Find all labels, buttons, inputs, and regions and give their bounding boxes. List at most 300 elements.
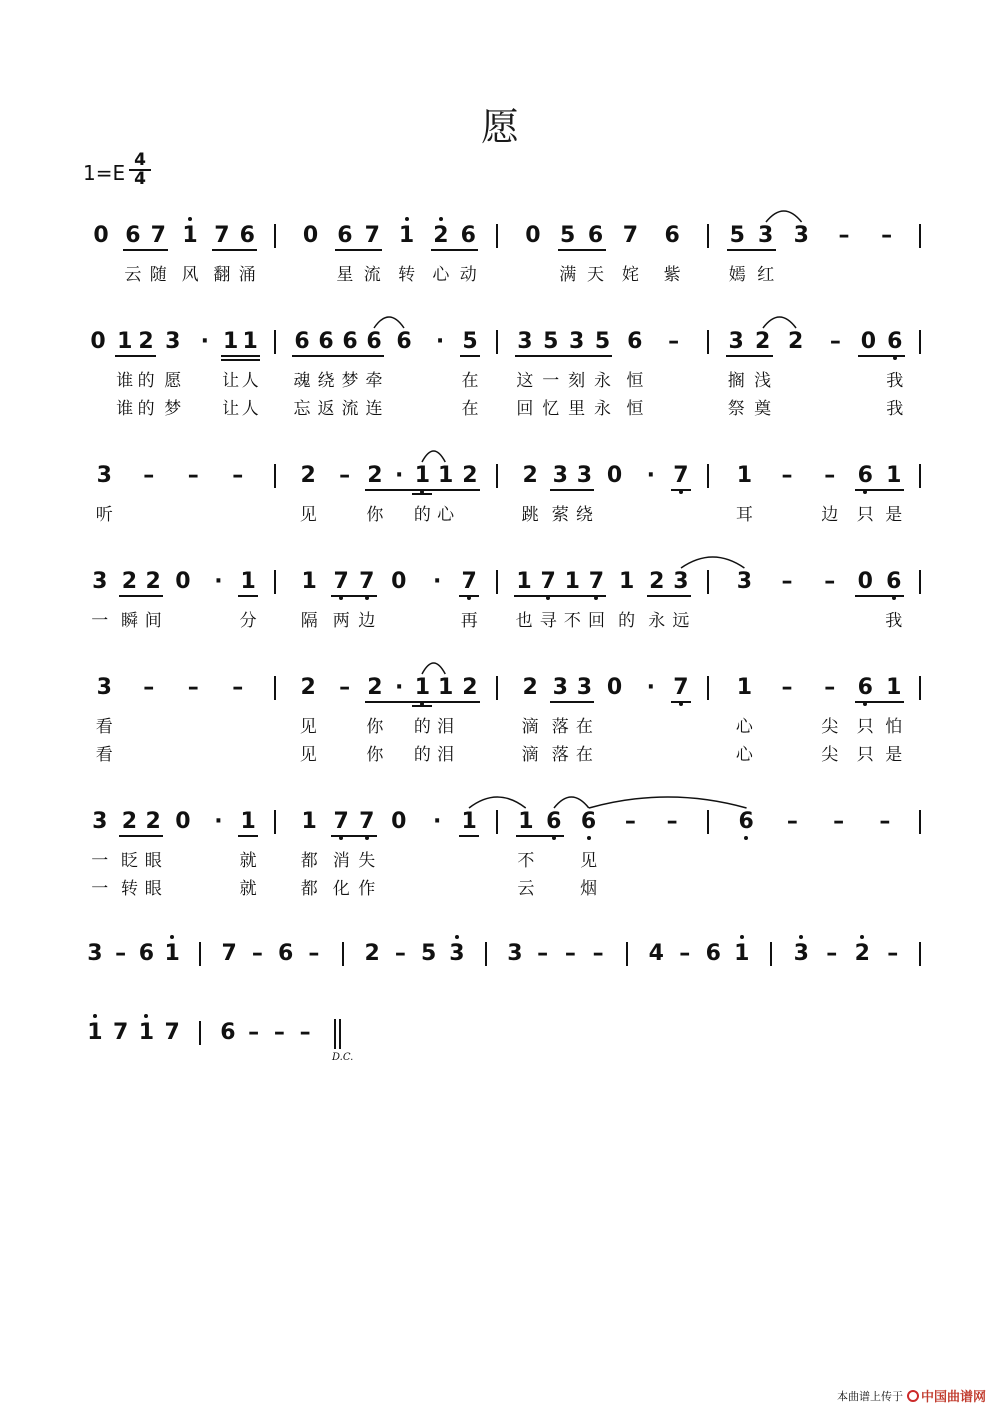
lyric-syllable: 间 [144,611,162,631]
time-signature [129,152,151,188]
site-logo [907,1386,986,1405]
note: 6 [294,329,310,354]
lyric-syllable: 祭 [727,399,745,419]
note: 1 [731,942,753,966]
lyric-syllable: 奠 [754,399,772,419]
beam-underline [727,249,775,251]
note: 1 [161,942,183,966]
beam-underline [119,595,163,597]
hold-dash: – [666,809,678,834]
lyric-syllable: 刻 [568,371,586,391]
site-logo-mark [907,1390,919,1402]
lyric-syllable: 耳 [735,505,753,525]
note: 2 [367,675,383,700]
note: 3 [790,942,812,966]
lyric-syllable: 见 [299,717,317,737]
note: 3 [736,569,752,594]
note: 6 [578,810,600,834]
octave-dot [744,836,748,840]
tie-slur [587,790,749,812]
hold-dash: – [879,809,891,834]
lyric-syllable: 转 [120,879,138,899]
note: 4 [648,941,664,966]
note: 3 [92,809,108,834]
note: 0 [391,569,407,594]
lyric-syllable: 紫 [663,265,681,285]
lyric-syllable: 涌 [238,265,256,285]
note: 1 [516,569,532,594]
beam-underline [238,595,258,597]
note: 6 [396,329,412,354]
lyric-syllable: 尖 [821,717,839,737]
lyric-syllable: 天 [587,265,605,285]
lyric-syllable: 都 [300,879,318,899]
note: 2 [145,569,161,594]
time-signature-denominator: 4 [129,169,151,188]
note: 2 [430,224,452,248]
note: 1 [301,809,317,834]
hold-dash: – [273,1020,285,1045]
lyric-syllable: 你 [366,745,384,765]
barline [770,942,772,966]
octave-dot [740,935,744,939]
lyric-syllable: 绕 [575,505,593,525]
note: 5 [462,329,478,354]
note: 0 [175,809,191,834]
note: 5 [560,223,576,248]
score-row [0,464,1000,564]
note: 2 [121,569,138,594]
beam-underline [365,701,480,703]
barline [274,224,276,248]
lyric-syllable: 我 [886,399,904,419]
note: 3 [793,223,809,248]
note: 7 [164,1020,180,1045]
score-row [0,330,1000,430]
note: 1 [886,675,902,700]
lyric-syllable: 永 [594,399,611,419]
note: 7 [537,570,559,594]
barline [496,330,498,354]
note: 2 [462,675,478,700]
lyric-syllable: 姹 [621,265,639,285]
lyric-syllable: 分 [239,611,257,631]
measure [0,676,1000,700]
note: 6 [138,941,155,966]
footer [837,1386,986,1405]
lyric-syllable: 梦 [164,399,182,419]
dot-extension: · [433,569,442,594]
barline [919,810,921,834]
beam-underline [238,835,258,837]
beam-underline [558,249,606,251]
lyric-syllable: 永 [648,611,666,631]
hold-dash: – [564,941,576,966]
lyric-syllable: 的 [137,399,155,419]
lyric-syllable: 见 [580,851,598,871]
note: 1 [242,329,258,354]
measure [0,224,1000,248]
lyric-syllable: 你 [366,505,384,525]
lyric-syllable: 在 [461,371,479,391]
hold-dash: – [251,941,263,966]
note: 6 [664,223,680,248]
barline [707,464,709,488]
note: 6 [627,329,643,354]
lyric-syllable: 在 [461,399,479,419]
lyric-syllable: 在 [575,745,593,765]
score-row [0,676,1000,776]
barline [274,464,276,488]
hold-dash: – [781,675,793,700]
lyric-syllable: 谁 [116,399,134,419]
lyric-syllable: 眼 [144,851,162,871]
barline [707,570,709,594]
note: 2 [754,329,771,354]
note: 7 [330,810,352,834]
barline [342,942,344,966]
note: 5 [543,329,559,354]
measure [0,330,1000,354]
lyric-syllable: 边 [821,505,839,525]
barline [626,942,628,966]
tie-slur [552,790,591,812]
note: 6 [337,223,353,248]
beam-underline [515,355,613,357]
note: 2 [522,463,538,488]
note: 7 [330,570,352,594]
time-signature-numerator: 4 [134,150,146,170]
lyric-syllable: 落 [551,717,569,737]
beam-underline [550,701,594,703]
barline [496,810,498,834]
lyric-syllable: 跳 [521,505,539,525]
lyric-syllable: 你 [366,717,384,737]
lyric-syllable: 恒 [626,399,644,419]
dot-extension: · [214,569,223,594]
note: 0 [175,569,191,594]
beam-underline [431,249,478,251]
tie-slur [764,204,804,226]
beam-underline [459,835,479,837]
hold-dash: – [187,463,199,488]
barline [199,942,201,966]
lyric-syllable: 滴 [521,717,539,737]
beam-underline [855,489,903,491]
beam-underline [115,355,156,357]
lyric-syllable: 滴 [521,745,539,765]
octave-dot [405,217,409,221]
hold-dash: – [824,675,836,700]
lyric-syllable: 泪 [437,745,455,765]
note: 6 [705,941,721,966]
hold-dash: – [248,1020,260,1045]
hold-dash: – [679,941,691,966]
note: 2 [145,809,161,834]
hold-dash: – [824,569,836,594]
barline [274,676,276,700]
note: 1 [736,463,752,488]
note: 0 [90,329,106,354]
octave-dot [587,836,591,840]
lyric-syllable: 在 [575,717,593,737]
beam-underline [412,493,432,495]
note: 6 [735,810,757,834]
measure [0,942,1000,966]
hold-dash: – [143,675,155,700]
score-row [0,810,1000,910]
lyric-syllable: 一 [542,371,560,391]
note: 3 [87,941,103,966]
note: 6 [220,1020,236,1045]
lyric-syllable: 恒 [626,371,644,391]
site-logo-text: 中国曲谱网 [920,1390,986,1405]
hold-dash: – [592,941,604,966]
lyric-syllable: 的 [413,745,431,765]
hold-dash: – [232,675,244,700]
note: 2 [138,329,154,354]
beam-underline [119,835,163,837]
note: 1 [437,463,454,488]
note: 6 [854,676,876,700]
final-barline [334,1019,336,1049]
note: 3 [92,569,108,594]
lyric-syllable: 人 [241,371,259,391]
lyric-syllable: 作 [358,879,376,899]
note: 6 [318,329,334,354]
note: 1 [240,809,256,834]
hold-dash: – [394,941,406,966]
note: 7 [150,223,166,248]
beam-underline [460,355,480,357]
lyric-syllable: 心 [735,745,753,765]
lyric-syllable: 我 [885,611,903,631]
note: 1 [518,809,534,834]
lyric-syllable: 只 [856,505,874,525]
hold-dash: – [537,941,549,966]
note: 3 [576,675,593,700]
beam-underline [331,595,377,597]
note: 1 [411,464,433,488]
hold-dash: – [339,675,351,700]
lyric-syllable: 回 [587,611,605,631]
note: 3 [673,569,689,594]
note: 1 [886,463,902,488]
note: 3 [728,329,744,354]
lyric-syllable: 见 [299,505,317,525]
dc-marking: D.C. [332,1052,354,1063]
lyric-syllable: 心 [735,717,753,737]
lyric-syllable: 瞬 [120,611,138,631]
note: 6 [883,570,905,594]
beam-underline [212,249,257,251]
lyric-syllable: 不 [563,611,581,631]
note: 5 [420,941,437,966]
lyric-syllable: 连 [365,399,383,419]
lyric-syllable: 只 [856,745,874,765]
beam-underline [855,595,903,597]
lyric-syllable: 浅 [754,371,772,391]
hold-dash: – [143,463,155,488]
final-barline [339,1019,341,1049]
note: 6 [277,941,294,966]
note: 0 [391,809,407,834]
note: 7 [356,570,378,594]
lyric-syllable: 满 [559,265,577,285]
barline [707,330,709,354]
lyric-syllable: 星 [336,265,354,285]
hold-dash: – [187,675,199,700]
lyric-syllable: 动 [459,265,477,285]
note: 7 [214,223,230,248]
lyric-syllable: 返 [317,399,335,419]
hold-dash: – [833,809,845,834]
hold-dash: – [115,941,127,966]
note: 3 [758,223,774,248]
barline [496,676,498,700]
lyric-syllable: 再 [460,611,478,631]
lyric-syllable: 红 [757,265,775,285]
note: 3 [552,463,568,488]
octave-dot [170,935,174,939]
hold-dash: – [824,463,836,488]
dot-extension: · [646,675,655,700]
barline [199,1021,201,1045]
note: 0 [606,675,623,700]
key-signature: 1=E [83,161,126,185]
lyric-syllable: 回 [516,399,534,419]
tie-slur [679,550,746,572]
measure [0,570,1000,594]
lyric-syllable: 永 [594,371,611,391]
beam-underline [671,701,691,703]
note: 5 [729,223,745,248]
lyric-syllable: 忘 [293,399,311,419]
beam-underline [123,249,168,251]
lyric-syllable: 失 [358,851,376,871]
lyric-syllable: 落 [551,745,569,765]
lyric-syllable: 流 [341,399,359,419]
lyric-syllable: 云 [517,879,535,899]
note: 7 [458,570,480,594]
note: 2 [367,463,383,488]
note: 6 [366,329,382,354]
measure [0,464,1000,488]
note: 2 [300,463,316,488]
lyric-syllable: 化 [332,879,350,899]
beam-underline [516,835,564,837]
lyric-syllable: 谁 [116,371,134,391]
note: 1 [117,329,133,354]
tie-slur [420,656,447,678]
beam-underline [221,359,261,361]
note: 0 [302,223,319,248]
dot-extension: · [394,675,404,700]
lyric-syllable: 一 [91,851,109,871]
lyric-syllable: 远 [672,611,690,631]
octave-dot [188,217,192,221]
beam-underline [647,595,691,597]
lyric-syllable: 寻 [539,611,557,631]
lyric-syllable: 边 [358,611,376,631]
note: 7 [670,464,692,488]
note: 6 [460,223,476,248]
lyric-syllable: 我 [886,371,904,391]
lyric-syllable: 风 [181,265,199,285]
note: 3 [507,941,523,966]
barline [496,224,498,248]
beam-underline [412,705,432,707]
octave-dot [439,217,443,221]
note: 3 [165,329,181,354]
beam-underline [221,355,261,357]
lyric-syllable: 里 [568,399,586,419]
lyric-syllable: 一 [91,879,109,899]
note: 2 [851,942,873,966]
lyric-syllable: 流 [363,265,381,285]
note: 1 [618,569,635,594]
note: 7 [670,676,692,700]
lyric-syllable: 眨 [120,851,138,871]
lyric-syllable: 绕 [317,371,335,391]
lyric-syllable: 嫣 [728,265,746,285]
lyric-syllable: 云 [124,265,142,285]
lyric-syllable: 消 [332,851,350,871]
note: 7 [622,223,638,248]
footer-credit: 本曲谱上传于 [836,1389,903,1403]
lyric-syllable: 忆 [542,399,560,419]
note: 0 [525,223,541,248]
note: 3 [446,942,468,966]
octave-dot [455,935,459,939]
beam-underline [726,355,772,357]
lyric-syllable: 梦 [341,371,359,391]
barline [919,464,921,488]
lyric-syllable: 不 [517,851,535,871]
note: 0 [93,223,109,248]
barline [919,224,921,248]
lyric-syllable: 让 [222,399,240,419]
note: 2 [788,329,804,354]
note: 2 [364,941,380,966]
hold-dash: – [786,809,798,834]
beam-underline [292,355,384,357]
barline [485,942,487,966]
note: 3 [552,675,568,700]
lyric-syllable: 怕 [885,717,903,737]
hold-dash: – [887,941,899,966]
lyric-syllable: 就 [239,851,257,871]
note: 7 [364,223,380,248]
dot-extension: · [200,329,209,354]
lyric-syllable: 心 [437,505,455,525]
lyric-syllable: 眼 [144,879,162,899]
lyric-syllable: 看 [95,717,113,737]
barline [496,464,498,488]
score-row [0,224,1000,324]
hold-dash: – [881,223,893,248]
note: 6 [587,223,604,248]
note: 1 [301,569,317,594]
note: 3 [96,675,112,700]
beam-underline [335,249,382,251]
beam-underline [459,595,479,597]
note: 0 [860,329,876,354]
beam-underline [550,489,594,491]
hold-dash: – [838,223,850,248]
hold-dash: – [781,463,793,488]
note: 1 [461,809,477,834]
